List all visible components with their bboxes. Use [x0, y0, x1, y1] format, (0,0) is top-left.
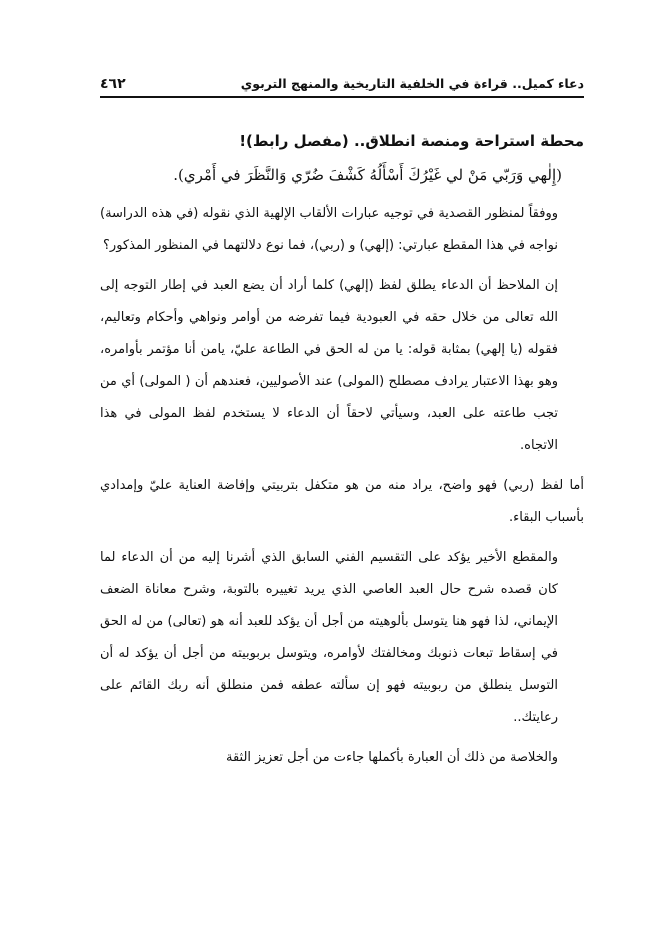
paragraph-1: ووفقاً لمنظور القصدية في توجيه عبارات الألقاب الإلهية الذي نقوله (في هذه الدراسة) نواجه في هذا المقطع عبارتي: (إلهي) و (ربي)، فما نوع دلالتهما في المنظور المذكور؟: [100, 206, 558, 253]
running-header-title: دعاء كميل.. قراءة في الخلفية التاريخية والمنهج التربوي: [240, 76, 584, 91]
running-header: [100, 66, 584, 98]
paragraph-4: والمقطع الأخير يؤكد على التقسيم الفني السابق الذي أشرنا إليه من أن الدعاء لما كان قصده شرح حال العبد العاصي الذي يريد تغييره بالتوبة، وشرح معاناة الضعف الإيماني، لذا فهو هنا يتوسل بألوهيته من أجل أن يؤكد للعبد أنه هو (تعالى) من له الحق في إسقاط تبعات ذنوبك ومخالفتك لأوامره، ويتوسل بربوبيته من أجل أن يؤكد له أن التوسل ينطلق من ربوبيته فهو إن سألته عطفه فمن منطلق أنه ربك القائم على رعايتك..: [100, 550, 558, 725]
paragraph-3: أما لفظ (ربي) فهو واضح، يراد منه من هو متكفل بتربيتي وإفاضة العناية عليّ وإمدادي بأسباب البقاء.: [100, 478, 584, 525]
supplication-quote: (إِلٰهي وَرَبّي مَنْ لي غَيْرُكَ أَسْأَلُهُ كَشْفَ ضُرّي وَالنَّظَرَ في أَمْري).: [173, 166, 562, 184]
section-heading: محطة استراحة ومنصة انطلاق.. (مفصل رابط)!: [239, 132, 584, 150]
paragraph-5: والخلاصة من ذلك أن العبارة بأكملها جاءت من أجل تعزيز الثقة: [225, 750, 558, 765]
paragraph-2: إن الملاحظ أن الدعاء يطلق لفظ (إلهي) كلما أراد أن يضع العبد في إطار التوجه إلى الله تعالى من خلال حقه في العبودية فيما تفرضه من أوامر ونواهي وأحكام وتعاليم، فقوله (يا إلهي) بمثابة قوله: يا من له الحق في الطاعة عليّ، يامن أنا مؤتمر بأوامره، وهو بهذا الاعتبار يرادف مصطلح (المولى) عند الأصوليين، فعندهم أن ( المولى) أي من تجب طاعته على العبد، وسيأتي لاحقاً أن الدعاء لا يستخدم لفظ المولى في هذا الاتجاه.: [100, 278, 558, 453]
page-number: ٤٦٢: [100, 76, 126, 92]
page: [100, 66, 584, 782]
